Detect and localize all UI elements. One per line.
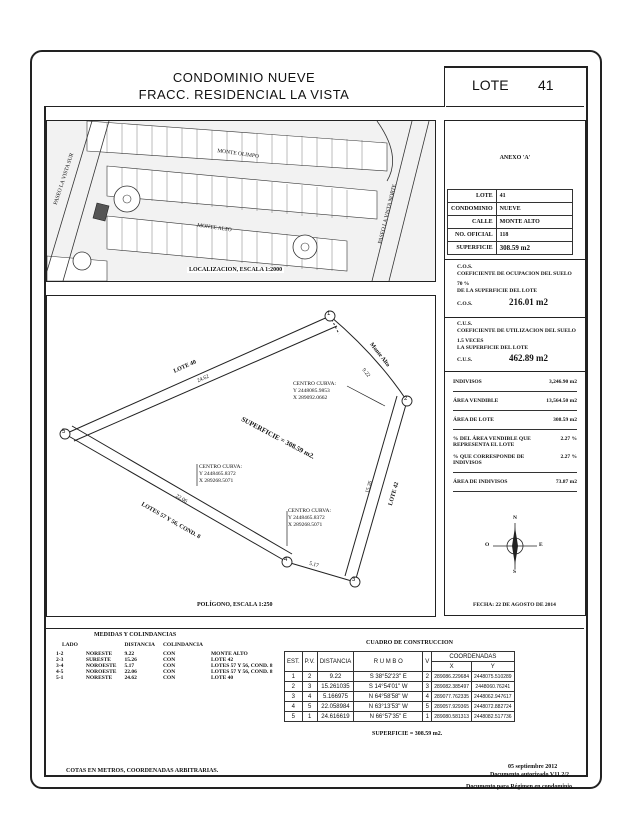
stat-value: 2.27 % (560, 454, 577, 460)
cos-block: C.O.S. COEFICIENTE DE OCUPACION DEL SUELO 70 % DE LA SUPERFICIE DEL LOTE (457, 264, 572, 294)
vertex-label-1: 1 (327, 311, 331, 317)
curve-center-2: CENTRO CURVA: Y 2448465.8372 X 289268.5071 (199, 464, 243, 484)
construction-surface: SUPERFICIE = 308.59 m2. (372, 731, 443, 737)
side-5-1 (65, 316, 330, 434)
distance-5-1: 24.62 (196, 373, 211, 385)
annex-row: CALLE MONTE ALTO (448, 216, 573, 229)
lote-header-box (446, 66, 584, 107)
polygon-drawing (46, 295, 436, 617)
street-paseo-la-vista-norte: PASEO LA VISTA NORTE (377, 183, 399, 245)
measures-row: 1-2 NORESTE 9.22 CON MONTE ALTO (56, 651, 248, 657)
annex-date: FECHA: 22 DE AGOSTO DE 2014 (473, 602, 556, 608)
label-lotes-57-56: LOTES 57 Y 56, COND. 8 (139, 501, 202, 541)
polygon-svg (47, 296, 435, 616)
label-monte-alto: Monte Alto (368, 341, 391, 369)
distance-4-5: 22.06 (174, 493, 189, 505)
distance-1-2: 9.22 (360, 367, 372, 379)
annex-summary-table (447, 189, 573, 255)
measures-table: LADO DISTANCIA COLINDANCIA 1-2 NORESTE 9.22 CON MONTE ALTO 2-3 SURESTE 15.26 CON LOTE 42 3-4 NOROESTE 5.17 CON LOTES 57 Y 56, COND. 8 4-5 NOROESTE 22.06 CON LOTES 57 Y 56, COND. 8 5-1 NORESTE 24.62 CON LOTE 40 (52, 642, 276, 681)
stat-value: 2.27 % (560, 436, 577, 442)
condominio-title: CONDOMINIO NUEVE (172, 70, 316, 85)
annex-title: ANEXO 'A' (499, 155, 531, 161)
curve-center-3: CENTRO CURVA: Y 2448465.8372 X 289268.5071 (288, 508, 332, 528)
label-lote-40: LOTE 40 (172, 359, 198, 375)
lote-label: LOTE (472, 77, 509, 93)
cus-block: C.U.S. COEFICIENTE DE UTILIZACION DEL SUELO 1.5 VECES LA SUPERFICIE DEL LOTE (457, 321, 576, 351)
side-2-3 (355, 401, 407, 582)
curve-center-1: CENTRO CURVA: Y 2448085.9853 X 289092.0662 (293, 381, 337, 401)
divider (445, 317, 585, 318)
stat-label: ÁREA VENDIBLE (453, 398, 499, 404)
construction-row: 5 1 24.616619 N 66°57'35" E 1 289080.581313 2448082.517736 (285, 712, 515, 722)
annex-row: SUPERFICIE 308.59 m2 (448, 242, 573, 255)
footer-date: 05 septiembre 2012 (508, 764, 558, 770)
bottom-block (46, 628, 584, 774)
construction-row: 2 3 15.261035 S 14°54'01" W 3 289082.385497 2448060.76241 (285, 682, 515, 692)
location-caption: LOCALIZACION, ESCALA 1:2000 (189, 267, 283, 273)
street-monte-olimpo: MONTE OLIMPO (216, 148, 260, 160)
construction-row: 3 4 5.166975 N 64°58'58" W 4 289077.762335 2448062.947617 (285, 692, 515, 702)
stat-value: 13,564.50 m2 (546, 398, 577, 404)
vertex-label-4: 4 (284, 557, 288, 563)
header-title-box (44, 66, 445, 107)
construction-row: 1 2 9.22 S 38°52'23" E 2 289086.229684 2448075.510289 (285, 672, 515, 682)
distance-3-4: 5.17 (308, 560, 320, 570)
stat-label: ÁREA DE LOTE (453, 417, 494, 423)
footer-notes: COTAS EN METROS, COORDENADAS ARBITRARIAS. (66, 768, 219, 774)
vertex-label-2: 2 (404, 396, 408, 402)
cus-value: 462.89 m2 (509, 353, 548, 363)
annex-row: LOTE 41 (448, 190, 573, 203)
footer-authorization: Documento autorizado V11 2/2 (490, 772, 570, 778)
side-3-4 (287, 562, 355, 582)
stat-value: 3,246.90 m2 (549, 379, 577, 385)
stat-label: % QUE CORRESPONDE DE INDIVISOS (453, 454, 525, 466)
construction-table: EST. P.V. DISTANCIA R U M B O V COORDENADAS X Y 1 2 9.22 S 38°52'23" E 2 289086.229684 2448075.510289 2 3 15.261035 S 14°54'01" W 3 289082.385497 2448060.76241 3 4 5.166975 N 64°58'58" W 4 289077.762335 2448062.947617 4 5 22.058984 N 63°13'53" W 5 289057.929365 2448072.882724 5 1 24.616619 N 66°57'35" E 1 289080.581313 2448082.517736 (284, 651, 515, 722)
measures-row: 4-5 NOROESTE 22.06 CON LOTES 57 Y 56, COND. 8 (56, 669, 273, 675)
street-monte-alto: MONTE ALTO (196, 222, 232, 234)
street-paseo-la-vista-sur: PASEO LA VISTA SUR (52, 152, 76, 206)
location-map-drawing (47, 121, 435, 281)
stat-label: % DEL ÁREA VENDIBLE QUE REPRESENTA EL LOTE (453, 436, 531, 448)
measures-row: 3-4 NOROESTE 5.17 CON LOTES 57 Y 56, COND. 8 (56, 663, 273, 669)
side-1-2-curve (330, 316, 407, 401)
compass-e: E (539, 542, 543, 548)
divider (445, 371, 585, 372)
vertex-label-5: 5 (62, 429, 66, 435)
footer-regime: Documento para Régimen en condominio. (466, 784, 574, 790)
construction-title: CUADRO DE CONSTRUCCION (366, 640, 454, 646)
annex-stats (453, 377, 577, 492)
annex-row: CONDOMINIO NUEVE (448, 203, 573, 216)
stat-label: INDIVISOS (453, 379, 482, 385)
fraccionamiento-title: FRACC. RESIDENCIAL LA VISTA (138, 87, 350, 102)
compass-rose-icon (485, 521, 545, 571)
surface-label: SUPERFICIE = 308.59 m2. (239, 415, 317, 461)
measures-title: MEDIDAS Y COLINDANCIAS (94, 632, 177, 638)
stat-value: 73.87 m2 (555, 479, 577, 485)
lote-number: 41 (538, 77, 554, 93)
distance-2-3: 15.26 (364, 480, 374, 494)
construction-row: 4 5 22.058984 N 63°13'53" W 5 289057.929365 2448072.882724 (285, 702, 515, 712)
location-map (46, 120, 436, 282)
annex-panel (444, 120, 586, 616)
divider (445, 259, 585, 260)
cos-value: 216.01 m2 (509, 297, 548, 307)
measures-row: 2-3 SURESTE 15.26 CON LOTE 42 (56, 657, 234, 663)
cos-label: C.O.S. (457, 301, 473, 307)
measures-row: 5-1 NORESTE 24.62 CON LOTE 40 (56, 675, 234, 681)
polygon-caption: POLÍGONO, ESCALA 1:250 (197, 602, 273, 608)
label-lote-42: LOTE 42 (387, 481, 401, 507)
vertex-label-3: 3 (352, 577, 356, 583)
compass-n: N (513, 515, 517, 521)
compass-s: S (513, 569, 517, 575)
cus-label: C.U.S. (457, 357, 473, 363)
stat-value: 308.59 m2 (553, 417, 577, 423)
compass-o: O (485, 542, 490, 548)
stat-label: ÁREA DE INDIVISOS (453, 479, 508, 485)
annex-row: NO. OFICIAL 118 (448, 229, 573, 242)
vertex-markers (60, 311, 412, 587)
